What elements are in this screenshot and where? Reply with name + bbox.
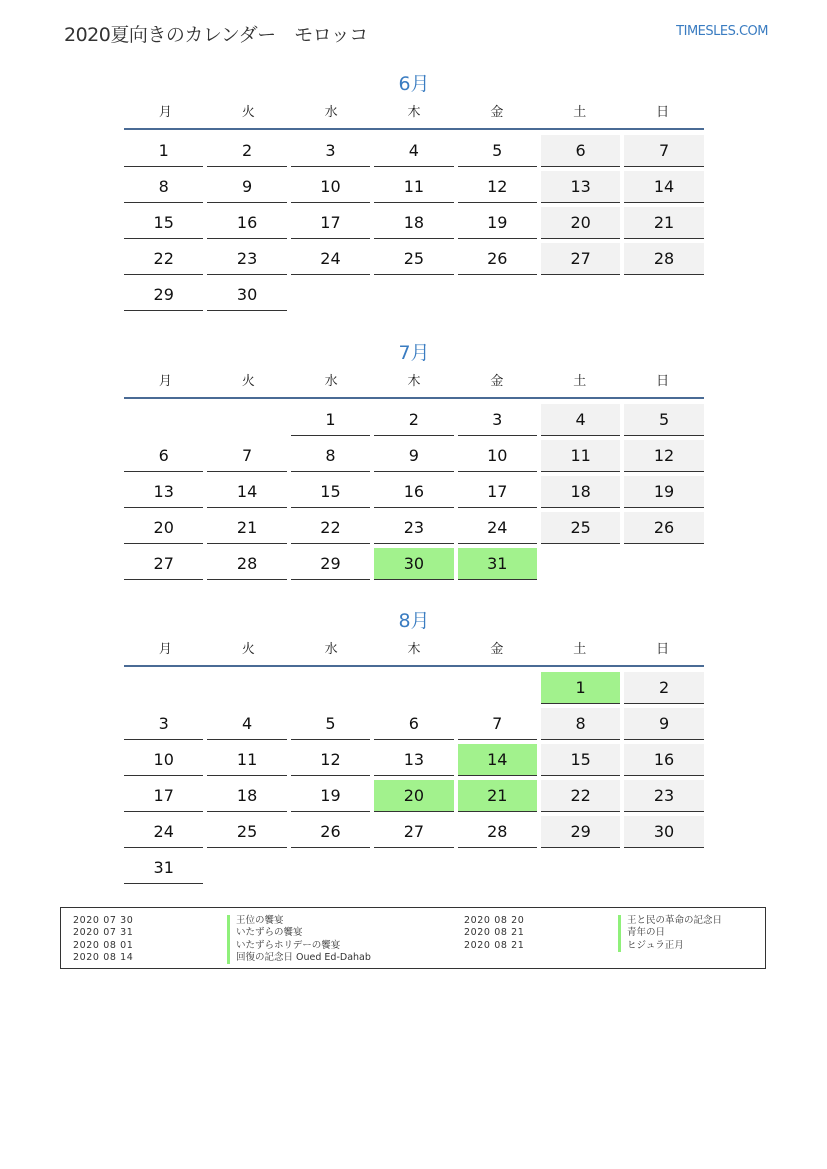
day-cell[interactable]: 12 xyxy=(458,171,537,203)
day-cell[interactable]: 23 xyxy=(374,512,453,544)
day-cell[interactable]: 18 xyxy=(541,476,620,508)
holiday-row xyxy=(61,915,371,927)
day-cell[interactable]: 24 xyxy=(124,816,203,848)
day-cell[interactable]: 26 xyxy=(458,243,537,275)
holiday-name: 青年の日 xyxy=(618,927,665,939)
day-cell[interactable]: 30 xyxy=(207,279,286,311)
day-cell[interactable]: 12 xyxy=(291,744,370,776)
site-brand[interactable]: TIMESLES.COM xyxy=(676,24,768,39)
day-cell[interactable]: 15 xyxy=(541,744,620,776)
holiday-column-left xyxy=(61,915,371,964)
day-cell[interactable]: 25 xyxy=(374,243,453,275)
day-cell[interactable]: 14 xyxy=(458,744,537,776)
day-cell[interactable]: 8 xyxy=(541,708,620,740)
day-cell[interactable]: 23 xyxy=(624,780,703,812)
day-cell[interactable]: 4 xyxy=(207,708,286,740)
day-cell[interactable]: 22 xyxy=(291,512,370,544)
holiday-list xyxy=(60,907,766,969)
weekday-label: 火 xyxy=(241,642,255,657)
day-cell[interactable]: 5 xyxy=(458,135,537,167)
weekday-label: 水 xyxy=(324,374,338,389)
empty-cell xyxy=(207,404,286,436)
holiday-name: いたずらホリデーの饗宴 xyxy=(227,940,340,952)
holiday-name: いたずらの饗宴 xyxy=(227,927,303,939)
day-cell[interactable]: 6 xyxy=(124,440,203,472)
holiday-row xyxy=(452,915,722,927)
day-cell[interactable]: 22 xyxy=(124,243,203,275)
empty-cell xyxy=(124,672,203,704)
day-cell[interactable]: 7 xyxy=(207,440,286,472)
day-cell[interactable]: 3 xyxy=(124,708,203,740)
day-cell[interactable]: 11 xyxy=(207,744,286,776)
weekday-label: 日 xyxy=(656,105,670,120)
weekday-label: 水 xyxy=(324,642,338,657)
weekday-label: 月 xyxy=(158,374,172,389)
day-cell[interactable]: 10 xyxy=(124,744,203,776)
day-cell[interactable]: 11 xyxy=(541,440,620,472)
day-cell[interactable]: 19 xyxy=(291,780,370,812)
day-cell[interactable]: 26 xyxy=(291,816,370,848)
day-cell[interactable]: 2 xyxy=(624,672,703,704)
weekday-label: 木 xyxy=(407,642,421,657)
holiday-row xyxy=(452,940,722,952)
day-cell[interactable]: 1 xyxy=(291,404,370,436)
day-cell[interactable]: 11 xyxy=(374,171,453,203)
day-cell[interactable]: 26 xyxy=(624,512,703,544)
day-cell[interactable]: 17 xyxy=(458,476,537,508)
month-title: 8月 xyxy=(398,610,430,632)
day-cell[interactable]: 6 xyxy=(374,708,453,740)
day-cell[interactable]: 1 xyxy=(541,672,620,704)
weekday-header xyxy=(124,639,704,667)
day-cell[interactable]: 27 xyxy=(374,816,453,848)
empty-cell xyxy=(207,672,286,704)
holiday-date: 2020 08 14 xyxy=(73,951,134,963)
day-cell[interactable]: 18 xyxy=(207,780,286,812)
day-grid xyxy=(124,135,704,311)
weekday-label: 土 xyxy=(573,374,587,389)
day-cell[interactable]: 16 xyxy=(374,476,453,508)
day-cell[interactable]: 27 xyxy=(124,548,203,580)
day-cell[interactable]: 27 xyxy=(541,243,620,275)
day-cell[interactable]: 21 xyxy=(624,207,703,239)
day-cell[interactable]: 14 xyxy=(207,476,286,508)
holiday-name: ヒジュラ正月 xyxy=(618,940,684,952)
day-cell[interactable]: 2 xyxy=(207,135,286,167)
day-cell[interactable]: 13 xyxy=(124,476,203,508)
empty-cell xyxy=(291,672,370,704)
day-cell[interactable]: 31 xyxy=(458,548,537,580)
weekday-label: 金 xyxy=(490,374,504,389)
day-cell[interactable]: 5 xyxy=(291,708,370,740)
holiday-date: 2020 08 20 xyxy=(464,915,525,926)
month-august xyxy=(124,607,704,884)
month-title: 6月 xyxy=(398,73,430,95)
weekday-label: 月 xyxy=(158,105,172,120)
holiday-name: 回復の記念日 Oued Ed-Dahab xyxy=(227,952,371,964)
day-cell[interactable]: 30 xyxy=(624,816,703,848)
day-cell[interactable]: 14 xyxy=(624,171,703,203)
day-cell[interactable]: 15 xyxy=(291,476,370,508)
day-cell[interactable]: 30 xyxy=(374,548,453,580)
day-cell[interactable]: 9 xyxy=(207,171,286,203)
day-grid xyxy=(124,672,704,884)
day-cell[interactable]: 17 xyxy=(291,207,370,239)
day-cell[interactable]: 29 xyxy=(541,816,620,848)
empty-cell xyxy=(458,672,537,704)
day-cell[interactable]: 18 xyxy=(374,207,453,239)
holiday-row xyxy=(452,927,722,939)
holiday-name: 王位の饗宴 xyxy=(227,915,284,927)
empty-cell xyxy=(374,672,453,704)
day-cell[interactable]: 28 xyxy=(624,243,703,275)
empty-cell xyxy=(124,404,203,436)
day-cell[interactable]: 4 xyxy=(374,135,453,167)
day-cell[interactable]: 19 xyxy=(458,207,537,239)
day-cell[interactable]: 25 xyxy=(207,816,286,848)
day-cell[interactable]: 25 xyxy=(541,512,620,544)
holiday-date: 2020 08 01 xyxy=(73,939,134,951)
day-cell[interactable]: 9 xyxy=(624,708,703,740)
day-cell[interactable]: 3 xyxy=(291,135,370,167)
day-cell[interactable]: 8 xyxy=(291,440,370,472)
holiday-row xyxy=(61,940,371,952)
day-cell[interactable]: 20 xyxy=(541,207,620,239)
month-july xyxy=(124,339,704,580)
weekday-label: 木 xyxy=(407,105,421,120)
holiday-row xyxy=(61,927,371,939)
day-cell[interactable]: 12 xyxy=(624,440,703,472)
day-cell[interactable]: 4 xyxy=(541,404,620,436)
weekday-label: 水 xyxy=(324,105,338,120)
weekday-label: 金 xyxy=(490,105,504,120)
weekday-header xyxy=(124,371,704,399)
day-cell[interactable]: 29 xyxy=(124,279,203,311)
day-cell[interactable]: 15 xyxy=(124,207,203,239)
day-cell[interactable]: 13 xyxy=(374,744,453,776)
day-cell[interactable]: 16 xyxy=(207,207,286,239)
day-cell[interactable]: 22 xyxy=(541,780,620,812)
day-cell[interactable]: 5 xyxy=(624,404,703,436)
day-cell[interactable]: 16 xyxy=(624,744,703,776)
holiday-column-right xyxy=(452,915,722,952)
month-title: 7月 xyxy=(398,342,430,364)
page-title: 2020夏向きのカレンダー モロッコ xyxy=(64,24,368,46)
day-cell[interactable]: 29 xyxy=(291,548,370,580)
day-cell[interactable]: 10 xyxy=(458,440,537,472)
day-cell[interactable]: 24 xyxy=(291,243,370,275)
day-cell[interactable]: 3 xyxy=(458,404,537,436)
day-cell[interactable]: 8 xyxy=(124,171,203,203)
day-cell[interactable]: 1 xyxy=(124,135,203,167)
weekday-label: 木 xyxy=(407,374,421,389)
day-cell[interactable]: 13 xyxy=(541,171,620,203)
day-cell[interactable]: 6 xyxy=(541,135,620,167)
holiday-date: 2020 08 21 xyxy=(464,927,525,939)
day-grid xyxy=(124,404,704,580)
day-cell[interactable]: 21 xyxy=(207,512,286,544)
weekday-label: 日 xyxy=(656,374,670,389)
day-cell[interactable]: 20 xyxy=(124,512,203,544)
day-cell[interactable]: 24 xyxy=(458,512,537,544)
day-cell[interactable]: 10 xyxy=(291,171,370,203)
month-june xyxy=(124,70,704,311)
holiday-name: 王と民の革命の記念日 xyxy=(618,915,722,927)
weekday-label: 火 xyxy=(241,374,255,389)
day-cell[interactable]: 20 xyxy=(374,780,453,812)
weekday-label: 火 xyxy=(241,105,255,120)
weekday-header xyxy=(124,102,704,130)
day-cell[interactable]: 7 xyxy=(624,135,703,167)
day-cell[interactable]: 19 xyxy=(624,476,703,508)
holiday-date: 2020 07 30 xyxy=(73,915,134,926)
day-cell[interactable]: 23 xyxy=(207,243,286,275)
day-cell[interactable]: 7 xyxy=(458,708,537,740)
holiday-date: 2020 07 31 xyxy=(73,927,134,939)
day-cell[interactable]: 21 xyxy=(458,780,537,812)
weekday-label: 金 xyxy=(490,642,504,657)
day-cell[interactable]: 28 xyxy=(458,816,537,848)
holiday-row xyxy=(61,952,371,964)
day-cell[interactable]: 17 xyxy=(124,780,203,812)
holiday-date: 2020 08 21 xyxy=(464,939,525,951)
weekday-label: 土 xyxy=(573,105,587,120)
weekday-label: 日 xyxy=(656,642,670,657)
weekday-label: 土 xyxy=(573,642,587,657)
day-cell[interactable]: 9 xyxy=(374,440,453,472)
day-cell[interactable]: 31 xyxy=(124,852,203,884)
weekday-label: 月 xyxy=(158,642,172,657)
day-cell[interactable]: 28 xyxy=(207,548,286,580)
day-cell[interactable]: 2 xyxy=(374,404,453,436)
